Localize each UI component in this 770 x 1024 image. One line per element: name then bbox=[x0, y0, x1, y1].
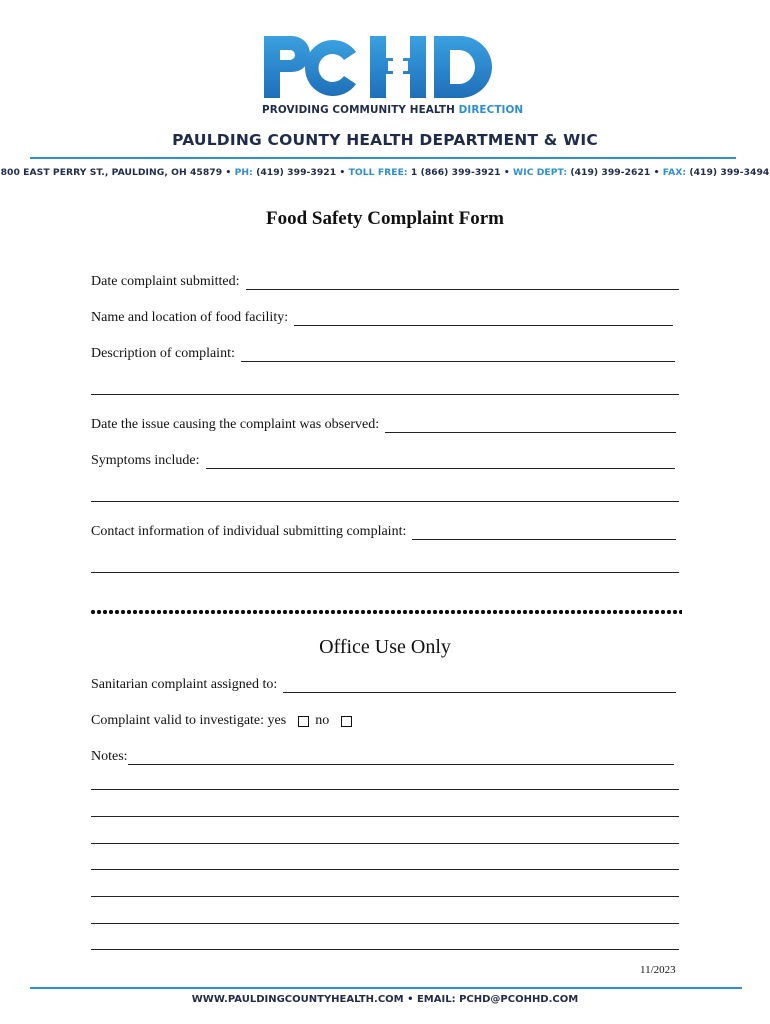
department-name: PAULDING COUNTY HEALTH DEPARTMENT & WIC bbox=[172, 131, 598, 149]
date-observed-line[interactable] bbox=[385, 420, 676, 433]
office-use-title: Office Use Only bbox=[319, 636, 451, 658]
valid-label: Complaint valid to investigate: yes bbox=[91, 713, 287, 728]
header-rule bbox=[30, 157, 736, 159]
facility-line[interactable] bbox=[294, 313, 673, 326]
contact-label: Contact information of individual submitting complaint: bbox=[91, 524, 407, 539]
facility-label: Name and location of food facility: bbox=[91, 310, 289, 325]
symptoms-line[interactable] bbox=[206, 456, 676, 469]
notes-line-3[interactable] bbox=[91, 816, 679, 817]
notes-line-7[interactable] bbox=[91, 923, 679, 924]
symptoms-field[interactable] bbox=[91, 453, 675, 469]
description-line[interactable] bbox=[241, 349, 675, 362]
facility-field[interactable] bbox=[91, 310, 673, 326]
symptoms-label: Symptoms include: bbox=[91, 453, 200, 468]
notes-line-6[interactable] bbox=[91, 896, 679, 897]
form-title: Food Safety Complaint Form bbox=[265, 208, 504, 229]
contact-line[interactable] bbox=[412, 527, 676, 540]
date-observed-label: Date the issue causing the complaint was observed: bbox=[91, 417, 380, 432]
valid-row bbox=[91, 713, 358, 729]
notes-field[interactable] bbox=[91, 749, 674, 765]
notes-line-8[interactable] bbox=[91, 949, 679, 950]
footer-rule bbox=[30, 987, 742, 989]
contact-field[interactable] bbox=[91, 524, 676, 540]
description-label: Description of complaint: bbox=[91, 346, 235, 361]
notes-line-4[interactable] bbox=[91, 843, 679, 844]
yes-checkbox[interactable] bbox=[298, 716, 309, 727]
no-checkbox[interactable] bbox=[341, 716, 352, 727]
symptoms-line-2[interactable] bbox=[91, 501, 679, 502]
notes-line[interactable] bbox=[128, 752, 674, 765]
form-revision-date: 11/2023 bbox=[640, 964, 676, 976]
date-submitted-field[interactable] bbox=[91, 274, 679, 290]
date-observed-field[interactable] bbox=[91, 417, 676, 433]
date-submitted-line[interactable] bbox=[246, 277, 679, 290]
sanitarian-field[interactable] bbox=[91, 677, 676, 693]
date-submitted-label: Date complaint submitted: bbox=[91, 274, 240, 289]
footer-contact: WWW.PAULDINGCOUNTYHEALTH.COM • EMAIL: PCHD@PCOHHD.COM bbox=[191, 994, 579, 1005]
sanitarian-label: Sanitarian complaint assigned to: bbox=[91, 677, 278, 692]
description-field[interactable] bbox=[91, 346, 675, 362]
dotted-divider bbox=[90, 609, 682, 615]
notes-line-2[interactable] bbox=[91, 789, 679, 790]
notes-line-5[interactable] bbox=[91, 869, 679, 870]
no-label: no bbox=[315, 713, 330, 728]
logo-tagline: PROVIDING COMMUNITY HEALTH DIRECTION bbox=[262, 104, 524, 116]
pchd-logo bbox=[262, 32, 508, 104]
description-line-2[interactable] bbox=[91, 394, 679, 395]
contact-bar: 800 EAST PERRY ST., PAULDING, OH 45879 • PH: (419) 399-3921 • TOLL FREE: 1 (866) 399-3921 • WIC DEPT: (419) 399-2621 • FAX: (419) 399-3494 bbox=[0, 167, 770, 178]
notes-label: Notes: bbox=[91, 749, 128, 764]
sanitarian-line[interactable] bbox=[283, 680, 676, 693]
contact-line-2[interactable] bbox=[91, 572, 679, 573]
